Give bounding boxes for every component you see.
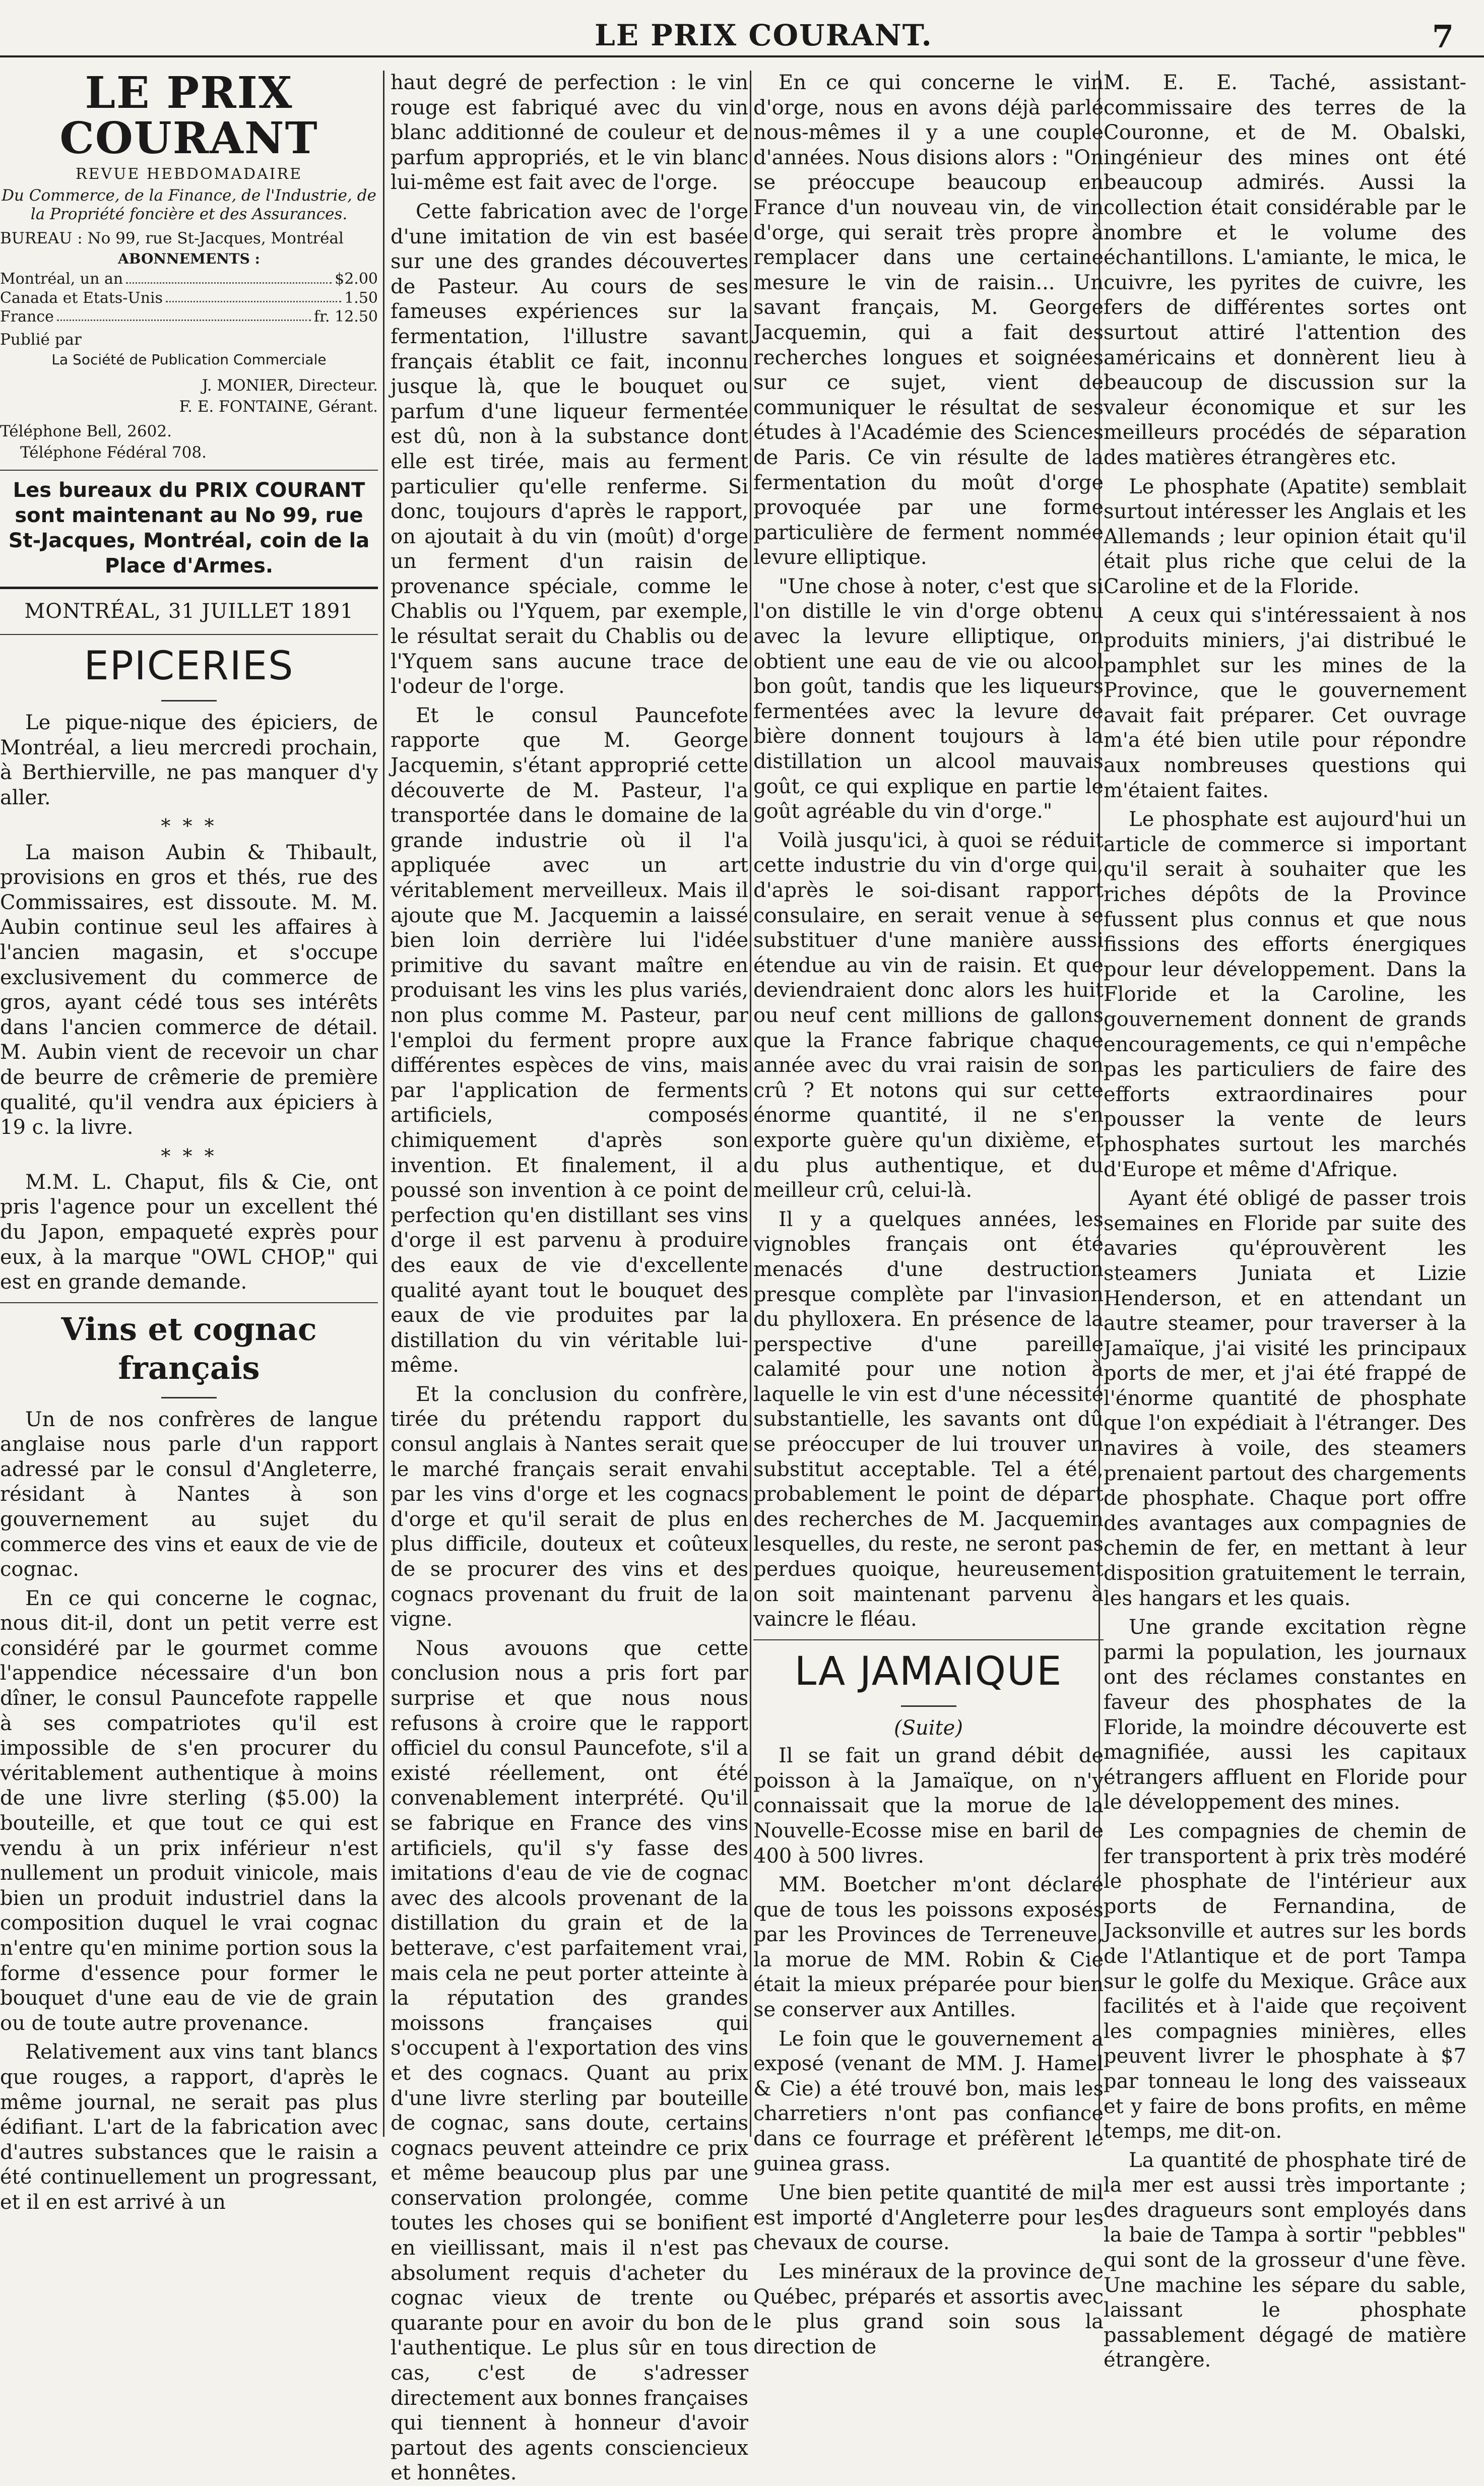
director: J. MONIER, Directeur.	[202, 376, 378, 395]
paragraph: M.M. L. Chaput, fils & Cie, ont pris l'agence pour un excellent thé du Japon, empaqueté exprès pour eux, à la marque "OWL CHOP," qui est en grande demande.	[0, 1170, 378, 1294]
paragraph: Une bien petite quantité de mil est importé d'Angleterre pour les chevaux de course.	[753, 2181, 1104, 2255]
paragraph: Nous avouons que cette conclusion nous a pris fort par surprise et que nous nous refusons à croire que le rapport officiel du consul Pauncefote, s'il a existé réellement, ont été convenablement interprété. Qu'il se fabrique en France des vins artificiels, qu'il s'y fasse des imitations d'eau de vie de cognac avec des alcools provenant de la distillation du grain et de la betterave, c'est parfaitement vrai, mais cela ne peut porter atteinte à la réputation des grandes moissons françaises qui s'occupent à l'exportation des vins et des cognacs. Quant au prix d'une livre sterling par bouteille de cognac, sans doute, certains cognacs peuvent atteindre ce prix et même beaucoup plus par une conservation prolongée, comme toutes les choses qui se bonifient en vieillissant, mais il n'est pas absolument requis d'acheter du cognac vieux de trente ou quarante pour en avoir du bon de l'authentique. Le plus sûr en tous cas, c'est de s'adresser directement aux bonnes françaises qui tiennent à honneur d'avoir partout des agents consciencieux et honnêtes.	[391, 1636, 748, 2485]
paragraph: Le foin que le gouvernement a exposé (venant de MM. J. Hamel & Cie) a été trouvé bon, mais les charretiers n'ont pas confiance dans ce fourrage et préfèrent le guinea grass.	[753, 2027, 1104, 2176]
price-value: 1.50	[344, 289, 378, 307]
paragraph: Et le consul Pauncefote rapporte que M. George Jacquemin, s'étant approprié cette découverte de M. Pasteur, l'a transportée dans le domaine de la grande industrie où il l'a appliquée avec un art véritablement merveilleux. Mais il ajoute que M. Jacquemin a laissé bien loin derrière lui l'idée primitive du savant maître en produisant les vins les plus variés, non plus comme M. Pasteur, par l'emploi du ferment propre aux différentes espèces de vins, mais par l'application de ferments artificiels, composés chimiquement d'après son invention. Et finalement, il a poussé son invention à ce point de perfection qu'en distillant ses vins d'orge il est parvenu à produire des eaux de vie d'excellente qualité ayant tout le bouquet des eaux de vie produites par la distillation du vin véritable lui-même.	[391, 704, 748, 1377]
paragraph: Ayant été obligé de passer trois semaines en Floride par suite des avaries qu'éprouvèrent les steamers Juniata et Lizie Henderson, et en attendant un autre steamer, pour traverser à la Jamaïque, j'ai visité les principaux ports de mer, et j'ai été frappé de l'énorme quantité de phosphate que l'on expédiait à l'étranger. Des navires à voile, des steamers prenaient partout des chargements de phosphate. Chaque port offre des avantages aux compagnies de chemin de fer, en mettant à leur disposition gratuitement le terrain, les hangars et les quais.	[1104, 1187, 1466, 1610]
column-3	[753, 71, 1104, 2358]
divider	[161, 700, 217, 702]
divider	[0, 470, 378, 471]
epiceries-heading: EPICERIES	[84, 644, 294, 689]
manager: F. E. FONTAINE, Gérant.	[179, 398, 378, 416]
suite-label: (Suite)	[894, 1716, 963, 1740]
bureaux-notice: Les bureaux du PRIX COURANT sont maintenant au No 99, rue St-Jacques, Montréal, coin de la Place d'Armes.	[8, 478, 370, 578]
phone-bell: Téléphone Bell, 2602.	[0, 422, 172, 440]
paragraph: Le phosphate est aujourd'hui un article de commerce si important qu'il serait à souhaiter que les riches dépôts de la Province fussent plus connus et que nous fissions des efforts énergiques pour leur développement. Dans la Floride et la Caroline, les gouvernement donnent de grands encouragements, ce qui n'empêche pas les particuliers de faire des efforts extraordinaires pour pousser la vente de leurs phosphates surtout les marchés d'Europe et même d'Afrique.	[1104, 808, 1466, 1181]
masthead-subtitle: REVUE HEBDOMADAIRE	[75, 165, 303, 183]
masthead-tagline: Du Commerce, de la Finance, de l'Industrie, de la Propriété foncière et des Assurances.	[2, 186, 376, 223]
paragraph: Il y a quelques années, les vignobles français ont été menacés d'une destruction presque complète par l'invasion du phylloxera. En présence de la perspective d'une pareille calamité pour une notion à laquelle le vin est d'une nécessité substantielle, les savants ont dû se préoccuper de lui trouver un substitut acceptable. Tel a été, probablement le point de départ des recherches de M. Jacquemin lesquelles, du reste, ne seront pas perdues quoique, heureusement on soit maintenant parvenu à vaincre le fléau.	[753, 1207, 1104, 1631]
masthead-title: LE PRIX COURANT	[59, 68, 318, 164]
price-row	[0, 289, 378, 307]
bureau-address: BUREAU : No 99, rue St-Jacques, Montréal	[0, 229, 344, 248]
divider	[901, 1705, 956, 1707]
price-row	[0, 270, 378, 288]
paragraph: Il se fait un grand débit de poisson à la Jamaïque, on n'y connaissait que la morue de la Nouvelle-Ecosse mise en baril de 400 à 500 livres.	[753, 1744, 1104, 1868]
column-rule	[750, 71, 751, 2137]
dateline: MONTRÉAL, 31 JUILLET 1891	[24, 599, 354, 623]
paragraph: MM. Boetcher m'ont déclaré que de tous les poissons exposés par les Provinces de Terreneuve, la morue de MM. Robin & Cie était la mieux préparée pour bien se conserver aux Antilles.	[753, 1873, 1104, 2022]
paragraph: haut degré de perfection : le vin rouge est fabriqué avec du vin blanc additionné de couleur et de parfum appropriés, et le vin blanc lui-même est fait avec de l'orge.	[391, 71, 748, 195]
paragraph: Voilà jusqu'ici, à quoi se réduit cette industrie du vin d'orge qui, d'après le soi-disant rapport consulaire, en serait venue à se substituer d'une manière aussi étendue au vin de raisin. Et que deviendraient donc alors les huit ou neuf cent millions de gallons que la France fabrique chaque année avec du vrai raisin de son crû ? Et notons qui sur cette énorme quantité, il ne s'en exporte guère qu'un dixième, et du plus authentique, et du meilleur crû, celui-là.	[753, 828, 1104, 1202]
paragraph: A ceux qui s'intéressaient à nos produits miniers, j'ai distribué le pamphlet sur les mines de la Province, que le gouvernement avait fait préparer. Cet ouvrage m'a été bien utile pour répondre aux nombreuses questions qui m'étaient faites.	[1104, 604, 1466, 802]
phone-federal: Téléphone Fédéral 708.	[20, 443, 207, 462]
paragraph: Une grande excitation règne parmi la population, les journaux ont des réclames constantes en faveur des phosphates de la Floride, la moindre découverte est magnifiée, aussi les capitaux étrangers affluent en Floride pour le développement des mines.	[1104, 1616, 1466, 1814]
price-value: $2.00	[335, 270, 378, 288]
paragraph: La quantité de phosphate tiré de la mer est aussi très importante ; des dragueurs sont employés dans la baie de Tampa à sortir "pebbles" qui sont de la grosseur d'une fève. Une machine les sépare du sable, laissant le phosphate passablement dégagé de matière étrangère.	[1104, 2148, 1466, 2372]
divider	[0, 587, 378, 589]
column-4	[1104, 71, 1466, 2372]
column-2	[391, 71, 748, 2485]
vins-heading: Vins et cognac français	[61, 1310, 317, 1386]
paragraph: Les minéraux de la province de Québec, préparés et assortis avec le plus grand soin sous la direction de	[753, 2260, 1104, 2358]
running-header	[0, 0, 1484, 57]
paragraph: Et la conclusion du confrère, tirée du prétendu rapport du consul anglais à Nantes serait que le marché français serait envahi par les vins d'orge et les cognacs d'orge et qu'il serait de plus en plus difficile, douteux et coûteux de se procurer des vins et des cognacs provenant du fruit de la vigne.	[391, 1382, 748, 1631]
divider	[0, 1302, 378, 1303]
publisher: La Société de Publication Commerciale	[51, 351, 327, 368]
paragraph: En ce qui concerne le vin d'orge, nous en avons déjà parlé nous-mêmes il y a une couple d'années. Nous disions alors : "On se préoccupe beaucoup en France d'un nouveau vin, de vin d'orge, qui serait très propre à remplacer dans une certaine mesure le vin de raisin... Un savant français, M. George Jacquemin, qui a fait des recherches longues et soignées sur ce sujet, vient de communiquer le résultat de ses études à l'Académie des Sciences de Paris. Ce vin résulte de la fermentation du moût d'orge provoquée par une forme particulière de ferment nommée levure elliptique.	[753, 71, 1104, 569]
price-place: Canada et Etats-Unis	[0, 289, 163, 307]
paragraph: Cette fabrication avec de l'orge d'une imitation de vin est basée sur une des grandes découvertes de Pasteur. Au cours de ses fameuses expériences sur la fermentation, l'illustre savant français établit ce fait, inconnu jusque là, que le bouquet ou parfum d'une liqueur fermentée est dû, non à la substance dont elle est tirée, mais au ferment particulier qu'elle renferme. Si donc, toujours d'après le rapport, on ajoutait à du vin (moût) d'orge un ferment d'un raisin de provenance spéciale, comme le Chablis ou l'Yquem, par exemple, le résultat serait du Chablis ou de l'Yquem sans aucune trace de l'odeur de l'orge.	[391, 200, 748, 698]
price-place: Montréal, un an	[0, 270, 123, 288]
running-title: LE PRIX COURANT.	[595, 18, 933, 52]
divider	[753, 1639, 1104, 1640]
page-number: 7	[1432, 18, 1454, 55]
price-row	[0, 307, 378, 326]
divider	[161, 1397, 217, 1398]
paragraph: Relativement aux vins tant blancs que rouges, a rapport, d'après le même journal, ne serait pas plus édifiant. L'art de la fabrication avec d'autres substances que le raisin a été continuellement un progressant, et il en est arrivé à un	[0, 2041, 378, 2214]
paragraph: Le phosphate (Apatite) semblait surtout intéresser les Anglais et les Allemands ; leur opinion était qu'il était plus riche que celui de la Caroline et de la Floride.	[1104, 475, 1466, 598]
separator-stars: * * *	[161, 1144, 217, 1167]
paragraph: M. E. E. Taché, assistant-commissaire des terres de la Couronne, et de M. Obalski, ingénieur des mines ont été beaucoup admirés. Aussi la collection était considérable par le nombre et le volume des échantillons. L'amiante, le mica, le cuivre, les pyrites de cuivre, les fers de différentes sortes ont surtout attiré l'attention des américains et donnèrent lieu à beaucoup de discussion sur la valeur économique et sur les meilleurs procédés de séparation des matières étrangères etc.	[1104, 71, 1466, 469]
publie-par: Publié par	[0, 330, 82, 349]
paragraph: Le pique-nique des épiciers, de Montréal, a lieu mercredi prochain, à Berthierville, ne pas manquer d'y aller.	[0, 711, 378, 809]
paragraph: "Une chose à noter, c'est que si l'on distille le vin d'orge obtenu avec la levure elliptique, on obtient une eau de vie ou alcool bon goût, tandis que les liqueurs fermentées avec la levure de bière donnent toujours à la distillation un alcool mauvais goût, ce qui explique en partie le goût agréable du vin d'orge."	[753, 575, 1104, 823]
paragraph: La maison Aubin & Thibault, provisions en gros et thés, rue des Commissaires, est dissoute. M. M. Aubin continue seul les affaires à l'ancien magasin, et s'occupe exclusivement du commerce de gros, ayant cédé tous ses intérêts dans l'ancien commerce de détail. M. Aubin vient de recevoir un char de beurre de crêmerie de première qualité, qu'il vendra aux épiciers à 19 c. la livre.	[0, 841, 378, 1139]
paragraph: Un de nos confrères de langue anglaise nous parle d'un rapport adressé par le consul d'Angleterre, résidant à Nantes à son gouvernement au sujet du commerce des vins et eaux de vie de cognac.	[0, 1408, 378, 1581]
jamaique-heading: LA JAMAIQUE	[794, 1648, 1063, 1694]
price-place: France	[0, 307, 54, 326]
price-value: fr. 12.50	[313, 307, 378, 326]
column-1	[0, 68, 378, 2214]
column-rule	[383, 71, 384, 2137]
abonnements-label: ABONNEMENTS :	[118, 250, 260, 267]
paragraph: En ce qui concerne le cognac, nous dit-il, dont un petit verre est considéré par le gourmet comme l'appendice nécessaire d'un bon dîner, le consul Pauncefote rappelle à ses compatriotes qu'il est impossible de s'en procurer du véritablement authentique à moins de une livre sterling ($5.00) la bouteille, et que tout ce qui est vendu à un prix inférieur n'est nullement un produit vinicole, mais bien un produit industriel dans la composition duquel le vrai cognac n'entre qu'en minime portion sous la forme d'essence pour former le bouquet d'une eau de vie de grain ou de toute autre provenance.	[0, 1586, 378, 2035]
divider	[0, 634, 378, 635]
paragraph: Les compagnies de chemin de fer transportent à prix très modéré le phosphate de l'intérieur aux ports de Fernandina, de Jacksonville et autres sur les bords de l'Atlantique et de port Tampa sur le golfe du Mexique. Grâce aux facilités et à l'aide que reçoivent les compagnies minières, elles peuvent livrer le phosphate à $7 par tonneau le long des vaisseaux et y faire de bons profits, en même temps, me dit-on.	[1104, 1819, 1466, 2143]
separator-stars: * * *	[161, 815, 217, 838]
